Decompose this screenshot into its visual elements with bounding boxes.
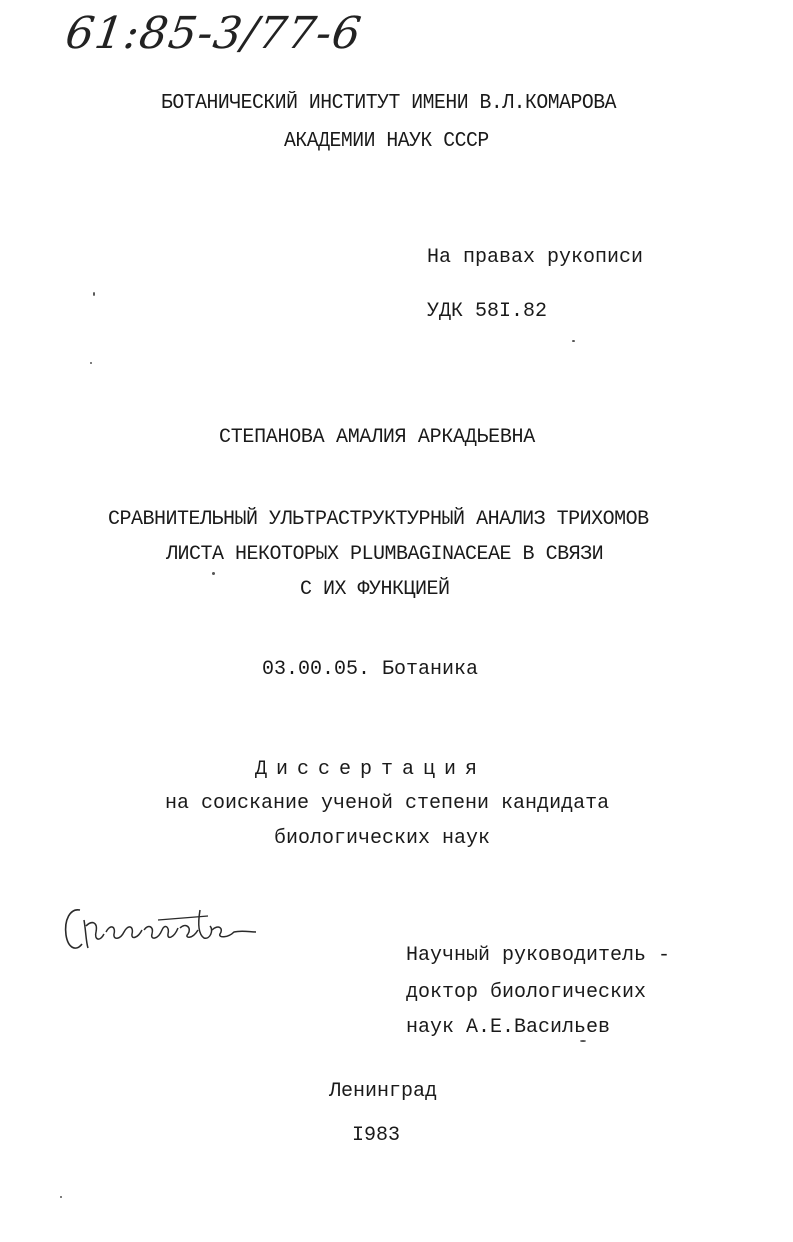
scan-speck — [580, 1040, 586, 1042]
manuscript-rights: На правах рукописи — [427, 246, 644, 269]
title-line-1: СРАВНИТЕЛЬНЫЙ УЛЬТРАСТРУКТУРНЫЙ АНАЛИЗ ТРИХОМОВ — [108, 508, 649, 531]
udc-code: УДК 58I.82 — [427, 300, 548, 323]
year: I983 — [352, 1124, 401, 1147]
supervisor-line-3: наук А.Е.Васильев — [406, 1016, 611, 1039]
specialty-code: 03.00.05. Ботаника — [262, 658, 479, 681]
document-type: Диссертация — [255, 758, 487, 781]
city: Ленинград — [329, 1080, 438, 1103]
scan-speck — [93, 292, 95, 296]
institution-line-1: БОТАНИЧЕСКИЙ ИНСТИТУТ ИМЕНИ В.Л.КОМАРОВА — [161, 92, 617, 115]
scan-speck — [212, 572, 215, 575]
author-name: СТЕПАНОВА АМАЛИЯ АРКАДЬЕВНА — [219, 426, 535, 449]
title-line-3: С ИХ ФУНКЦИЕЙ — [300, 578, 450, 601]
scan-speck — [572, 340, 575, 342]
institution-line-2: АКАДЕМИИ НАУК СССР — [284, 130, 489, 153]
archive-code-handwritten: 61:85-3/77-6 — [62, 8, 365, 59]
scan-speck — [90, 362, 92, 364]
supervisor-line-1: Научный руководитель - — [406, 944, 671, 967]
title-line-2: ЛИСТА НЕКОТОРЫХ PLUMBAGINACEAE В СВЯЗИ — [166, 543, 604, 566]
degree-line-2: биологических наук — [274, 827, 491, 850]
degree-line-1: на соискание ученой степени кандидата — [165, 792, 610, 815]
scan-speck — [60, 1196, 62, 1198]
supervisor-line-2: доктор биологических — [406, 981, 647, 1004]
handwritten-signature — [58, 880, 258, 960]
